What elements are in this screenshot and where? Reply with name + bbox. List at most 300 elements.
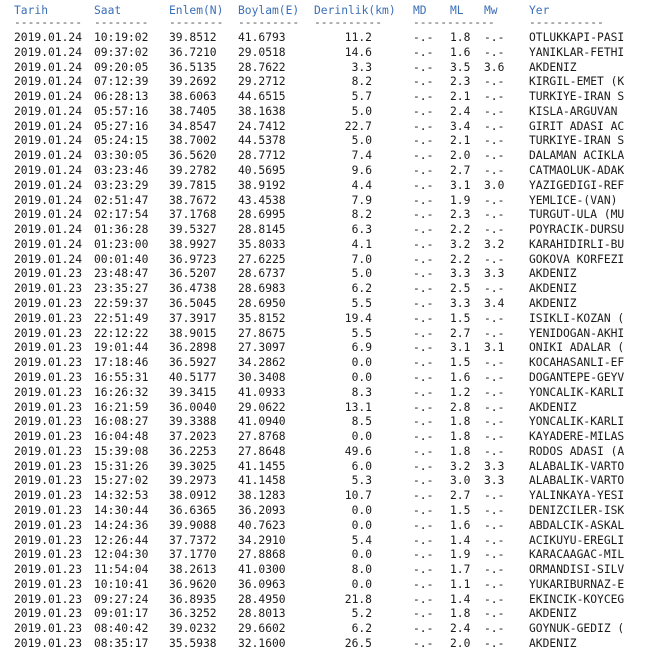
- cell-md: -.-: [413, 592, 434, 606]
- cell-latitude: 35.5938: [169, 636, 217, 650]
- cell-longitude: 35.8033: [238, 237, 286, 251]
- cell-mw: -.-: [484, 622, 505, 636]
- cell-md: -.-: [413, 356, 434, 370]
- cell-time: 16:55:31: [94, 370, 149, 384]
- cell-location: GIRIT ADASI AC: [529, 119, 625, 133]
- cell-mw: -.-: [484, 31, 505, 44]
- cell-location: AKDENIZ: [529, 400, 577, 414]
- cell-date: 2019.01.23: [14, 356, 83, 370]
- cell-longitude: 41.0933: [238, 385, 286, 399]
- cell-mw: -.-: [484, 430, 505, 444]
- cell-md: -.-: [413, 563, 434, 577]
- cell-time: 00:01:40: [94, 252, 149, 266]
- cell-depth: 3.3: [351, 60, 372, 74]
- cell-time: 01:23:00: [94, 237, 149, 251]
- cell-date: 2019.01.24: [14, 90, 83, 104]
- cell-location: ONIKI ADALAR (: [529, 341, 625, 355]
- cell-latitude: 39.2692: [169, 75, 217, 89]
- cell-longitude: 38.9192: [238, 178, 286, 192]
- table-row: [0, 548, 648, 563]
- table-row: [0, 460, 648, 475]
- cell-md: -.-: [413, 474, 434, 488]
- cell-location: ISIKLI-KOZAN (: [529, 311, 625, 325]
- cell-longitude: 40.5695: [238, 164, 286, 178]
- cell-depth: 6.3: [351, 223, 372, 237]
- cell-mw: 3.3: [484, 474, 505, 488]
- cell-time: 22:12:22: [94, 326, 149, 340]
- cell-mw: -.-: [484, 75, 505, 89]
- cell-longitude: 34.2910: [238, 533, 286, 547]
- table-row: [0, 238, 648, 253]
- separator-saat: --------: [94, 16, 149, 29]
- cell-depth: 19.4: [344, 311, 372, 325]
- cell-date: 2019.01.23: [14, 592, 83, 606]
- cell-ml: 1.9: [450, 193, 471, 207]
- cell-time: 22:59:37: [94, 297, 149, 311]
- table-row: [0, 534, 648, 549]
- table-row: [0, 341, 648, 356]
- cell-latitude: 34.8547: [169, 119, 217, 133]
- cell-mw: 3.0: [484, 178, 505, 192]
- cell-ml: 1.8: [450, 444, 471, 458]
- cell-time: 16:26:32: [94, 385, 149, 399]
- table-row: [0, 401, 648, 416]
- cell-depth: 8.3: [351, 385, 372, 399]
- cell-location: DENIZCILER-ISK: [529, 503, 625, 517]
- cell-md: -.-: [413, 415, 434, 429]
- cell-time: 03:30:05: [94, 149, 149, 163]
- cell-mw: -.-: [484, 577, 505, 591]
- cell-md: -.-: [413, 385, 434, 399]
- cell-depth: 0.0: [351, 430, 372, 444]
- cell-longitude: 32.1600: [238, 636, 286, 650]
- cell-md: -.-: [413, 622, 434, 636]
- header-mw: Mw: [484, 4, 498, 17]
- table-row: [0, 282, 648, 297]
- cell-depth: 11.2: [344, 31, 372, 44]
- cell-md: -.-: [413, 60, 434, 74]
- cell-date: 2019.01.24: [14, 178, 83, 192]
- cell-time: 16:04:48: [94, 430, 149, 444]
- cell-location: ALABALIK-VARTO: [529, 474, 625, 488]
- cell-ml: 1.8: [450, 31, 471, 44]
- cell-mw: 3.4: [484, 297, 505, 311]
- cell-longitude: 43.4538: [238, 193, 286, 207]
- cell-date: 2019.01.23: [14, 607, 83, 621]
- cell-mw: -.-: [484, 518, 505, 532]
- cell-location: RODOS ADASI (A: [529, 444, 625, 458]
- cell-mw: -.-: [484, 282, 505, 296]
- cell-longitude: 29.0518: [238, 45, 286, 59]
- cell-location: YONCALIK-KARLI: [529, 415, 625, 429]
- cell-date: 2019.01.24: [14, 134, 83, 148]
- table-row: [0, 120, 648, 135]
- cell-latitude: 36.0040: [169, 400, 217, 414]
- cell-depth: 0.0: [351, 548, 372, 562]
- cell-location: ABDALCIK-ASKAL: [529, 518, 625, 532]
- cell-date: 2019.01.23: [14, 444, 83, 458]
- cell-md: -.-: [413, 489, 434, 503]
- cell-location: EKINCIK-KOYCEG: [529, 592, 625, 606]
- cell-mw: -.-: [484, 385, 505, 399]
- cell-md: -.-: [413, 208, 434, 222]
- cell-ml: 1.5: [450, 503, 471, 517]
- cell-ml: 2.7: [450, 164, 471, 178]
- cell-depth: 0.0: [351, 518, 372, 532]
- cell-date: 2019.01.24: [14, 237, 83, 251]
- cell-depth: 13.1: [344, 400, 372, 414]
- header-derinlik: Derinlik(km): [314, 4, 396, 17]
- cell-ml: 2.1: [450, 134, 471, 148]
- cell-location: KIRGIL-EMET (K: [529, 75, 625, 89]
- cell-mw: -.-: [484, 356, 505, 370]
- cell-latitude: 38.6063: [169, 90, 217, 104]
- cell-ml: 1.8: [450, 430, 471, 444]
- cell-depth: 21.8: [344, 592, 372, 606]
- cell-date: 2019.01.24: [14, 252, 83, 266]
- cell-date: 2019.01.23: [14, 489, 83, 503]
- cell-mw: -.-: [484, 444, 505, 458]
- cell-depth: 5.7: [351, 90, 372, 104]
- cell-depth: 7.9: [351, 193, 372, 207]
- cell-ml: 1.2: [450, 385, 471, 399]
- cell-md: -.-: [413, 119, 434, 133]
- cell-md: -.-: [413, 533, 434, 547]
- cell-date: 2019.01.23: [14, 267, 83, 281]
- cell-latitude: 39.2973: [169, 474, 217, 488]
- cell-location: AKDENIZ: [529, 282, 577, 296]
- cell-depth: 7.0: [351, 252, 372, 266]
- cell-md: -.-: [413, 577, 434, 591]
- cell-longitude: 41.6793: [238, 31, 286, 44]
- cell-time: 09:27:24: [94, 592, 149, 606]
- cell-longitude: 28.7622: [238, 60, 286, 74]
- cell-time: 17:18:46: [94, 356, 149, 370]
- table-row: [0, 105, 648, 120]
- cell-date: 2019.01.23: [14, 341, 83, 355]
- cell-time: 12:04:30: [94, 548, 149, 562]
- cell-time: 15:31:26: [94, 459, 149, 473]
- cell-mw: -.-: [484, 415, 505, 429]
- cell-depth: 8.2: [351, 75, 372, 89]
- cell-latitude: 39.0232: [169, 622, 217, 636]
- cell-latitude: 36.5620: [169, 149, 217, 163]
- cell-depth: 5.5: [351, 297, 372, 311]
- cell-mw: -.-: [484, 149, 505, 163]
- cell-depth: 8.2: [351, 208, 372, 222]
- table-row: [0, 578, 648, 593]
- cell-date: 2019.01.23: [14, 326, 83, 340]
- table-row: [0, 327, 648, 342]
- cell-ml: 1.1: [450, 577, 471, 591]
- cell-longitude: 28.6995: [238, 208, 286, 222]
- cell-mw: -.-: [484, 90, 505, 104]
- header-saat: Saat: [94, 4, 122, 17]
- cell-mw: -.-: [484, 208, 505, 222]
- cell-latitude: 36.2898: [169, 341, 217, 355]
- cell-depth: 10.7: [344, 489, 372, 503]
- cell-md: -.-: [413, 548, 434, 562]
- cell-time: 05:57:16: [94, 104, 149, 118]
- separator-tarih: ----------: [14, 16, 83, 29]
- cell-date: 2019.01.23: [14, 503, 83, 517]
- cell-latitude: 38.7002: [169, 134, 217, 148]
- cell-time: 02:17:54: [94, 208, 149, 222]
- cell-location: GOYNUK-GEDIZ (: [529, 622, 625, 636]
- cell-date: 2019.01.23: [14, 311, 83, 325]
- cell-date: 2019.01.23: [14, 518, 83, 532]
- table-row: [0, 253, 648, 268]
- cell-ml: 2.4: [450, 104, 471, 118]
- table-row: [0, 297, 648, 312]
- cell-latitude: 36.5045: [169, 297, 217, 311]
- cell-latitude: 37.2023: [169, 430, 217, 444]
- cell-location: AKDENIZ: [529, 267, 577, 281]
- cell-time: 10:19:02: [94, 31, 149, 44]
- cell-depth: 6.2: [351, 622, 372, 636]
- cell-ml: 2.1: [450, 90, 471, 104]
- cell-time: 12:26:44: [94, 533, 149, 547]
- cell-ml: 1.8: [450, 415, 471, 429]
- table-row: [0, 312, 648, 327]
- cell-longitude: 44.6515: [238, 90, 286, 104]
- cell-ml: 2.3: [450, 75, 471, 89]
- cell-md: -.-: [413, 267, 434, 281]
- cell-location: KARAHIDIRLI-BU: [529, 237, 625, 251]
- cell-longitude: 28.8013: [238, 607, 286, 621]
- cell-time: 03:23:29: [94, 178, 149, 192]
- cell-latitude: 37.1770: [169, 548, 217, 562]
- cell-depth: 0.0: [351, 370, 372, 384]
- cell-location: YEMLICE-(VAN): [529, 193, 618, 207]
- cell-latitude: 39.9088: [169, 518, 217, 532]
- cell-longitude: 29.6602: [238, 622, 286, 636]
- cell-date: 2019.01.23: [14, 577, 83, 591]
- cell-location: GOKOVA KORFEZI: [529, 252, 625, 266]
- table-row: [0, 519, 648, 534]
- cell-location: AKDENIZ: [529, 60, 577, 74]
- cell-time: 09:37:02: [94, 45, 149, 59]
- table-row: [0, 637, 648, 652]
- cell-depth: 8.0: [351, 563, 372, 577]
- cell-time: 05:24:15: [94, 134, 149, 148]
- cell-latitude: 36.9620: [169, 577, 217, 591]
- cell-location: DALAMAN ACIKLA: [529, 149, 625, 163]
- table-row: [0, 134, 648, 149]
- cell-depth: 14.6: [344, 45, 372, 59]
- cell-location: YENIDOGAN-AKHI: [529, 326, 625, 340]
- cell-ml: 1.6: [450, 45, 471, 59]
- cell-depth: 22.7: [344, 119, 372, 133]
- cell-ml: 1.6: [450, 370, 471, 384]
- cell-location: TURKIYE-IRAN S: [529, 90, 625, 104]
- cell-longitude: 27.8648: [238, 444, 286, 458]
- cell-md: -.-: [413, 237, 434, 251]
- cell-longitude: 41.0300: [238, 563, 286, 577]
- cell-time: 02:51:47: [94, 193, 149, 207]
- cell-mw: 3.3: [484, 459, 505, 473]
- cell-location: OTLUKKAPI-PASI: [529, 31, 625, 44]
- cell-latitude: 36.6365: [169, 503, 217, 517]
- cell-ml: 3.1: [450, 341, 471, 355]
- cell-latitude: 39.3025: [169, 459, 217, 473]
- table-row: [0, 622, 648, 637]
- table-row: [0, 386, 648, 401]
- cell-latitude: 38.9015: [169, 326, 217, 340]
- cell-longitude: 27.8675: [238, 326, 286, 340]
- table-row: [0, 563, 648, 578]
- cell-md: -.-: [413, 400, 434, 414]
- cell-time: 15:39:08: [94, 444, 149, 458]
- cell-date: 2019.01.24: [14, 31, 83, 44]
- cell-latitude: 39.8512: [169, 31, 217, 44]
- cell-latitude: 36.5207: [169, 267, 217, 281]
- cell-longitude: 28.8145: [238, 223, 286, 237]
- cell-latitude: 39.3388: [169, 415, 217, 429]
- cell-longitude: 27.3097: [238, 341, 286, 355]
- cell-date: 2019.01.23: [14, 297, 83, 311]
- header-md: MD: [413, 4, 427, 17]
- cell-ml: 1.8: [450, 607, 471, 621]
- cell-time: 10:10:41: [94, 577, 149, 591]
- table-row: [0, 489, 648, 504]
- cell-date: 2019.01.24: [14, 104, 83, 118]
- cell-location: CATMAOLUK-ADAK: [529, 164, 625, 178]
- cell-ml: 3.2: [450, 237, 471, 251]
- cell-md: -.-: [413, 149, 434, 163]
- cell-mw: -.-: [484, 134, 505, 148]
- cell-md: -.-: [413, 636, 434, 650]
- cell-ml: 2.8: [450, 400, 471, 414]
- cell-longitude: 41.1455: [238, 459, 286, 473]
- cell-time: 09:01:17: [94, 607, 149, 621]
- cell-md: -.-: [413, 223, 434, 237]
- cell-md: -.-: [413, 45, 434, 59]
- cell-md: -.-: [413, 341, 434, 355]
- cell-time: 14:24:36: [94, 518, 149, 532]
- table-row: [0, 164, 648, 179]
- cell-date: 2019.01.23: [14, 415, 83, 429]
- cell-longitude: 44.5378: [238, 134, 286, 148]
- cell-date: 2019.01.23: [14, 430, 83, 444]
- cell-latitude: 38.7672: [169, 193, 217, 207]
- cell-depth: 5.0: [351, 267, 372, 281]
- cell-ml: 2.2: [450, 223, 471, 237]
- cell-date: 2019.01.24: [14, 208, 83, 222]
- cell-latitude: 38.2613: [169, 563, 217, 577]
- cell-md: -.-: [413, 459, 434, 473]
- cell-date: 2019.01.23: [14, 459, 83, 473]
- cell-longitude: 41.1458: [238, 474, 286, 488]
- cell-depth: 0.0: [351, 503, 372, 517]
- separator-magnitudes: ------------: [413, 16, 495, 29]
- cell-time: 05:27:16: [94, 119, 149, 133]
- cell-longitude: 29.2712: [238, 75, 286, 89]
- cell-date: 2019.01.24: [14, 75, 83, 89]
- cell-location: AKDENIZ: [529, 297, 577, 311]
- cell-ml: 2.5: [450, 282, 471, 296]
- cell-latitude: 36.5927: [169, 356, 217, 370]
- cell-location: KAYADERE-MILAS: [529, 430, 625, 444]
- separator-enlem: --------: [169, 16, 224, 29]
- cell-latitude: 37.7372: [169, 533, 217, 547]
- table-row: [0, 356, 648, 371]
- cell-location: AKDENIZ: [529, 607, 577, 621]
- table-row: [0, 46, 648, 61]
- cell-location: ACIKUYU-EREGLI: [529, 533, 625, 547]
- cell-date: 2019.01.23: [14, 636, 83, 650]
- cell-latitude: 37.3917: [169, 311, 217, 325]
- cell-md: -.-: [413, 134, 434, 148]
- cell-ml: 3.4: [450, 119, 471, 133]
- cell-md: -.-: [413, 444, 434, 458]
- cell-ml: 1.6: [450, 518, 471, 532]
- cell-time: 23:35:27: [94, 282, 149, 296]
- cell-latitude: 39.5327: [169, 223, 217, 237]
- cell-depth: 26.5: [344, 636, 372, 650]
- cell-date: 2019.01.23: [14, 548, 83, 562]
- cell-longitude: 28.6983: [238, 282, 286, 296]
- cell-location: YAZIGEDIGI-REF: [529, 178, 625, 192]
- cell-longitude: 28.6737: [238, 267, 286, 281]
- header-yer: Yer: [529, 4, 550, 17]
- cell-time: 23:48:47: [94, 267, 149, 281]
- cell-mw: -.-: [484, 607, 505, 621]
- cell-depth: 9.6: [351, 164, 372, 178]
- cell-time: 03:23:46: [94, 164, 149, 178]
- cell-location: DOGANTEPE-GEYV: [529, 370, 625, 384]
- cell-depth: 0.0: [351, 356, 372, 370]
- cell-ml: 2.3: [450, 208, 471, 222]
- cell-date: 2019.01.23: [14, 622, 83, 636]
- cell-md: -.-: [413, 104, 434, 118]
- cell-mw: -.-: [484, 119, 505, 133]
- cell-ml: 2.0: [450, 149, 471, 163]
- cell-latitude: 39.2782: [169, 164, 217, 178]
- cell-time: 22:51:49: [94, 311, 149, 325]
- cell-date: 2019.01.23: [14, 400, 83, 414]
- cell-depth: 6.0: [351, 459, 372, 473]
- table-row: [0, 607, 648, 622]
- cell-longitude: 35.8152: [238, 311, 286, 325]
- cell-latitude: 38.7405: [169, 104, 217, 118]
- cell-depth: 7.4: [351, 149, 372, 163]
- cell-ml: 1.5: [450, 356, 471, 370]
- cell-ml: 3.3: [450, 297, 471, 311]
- cell-depth: 6.9: [351, 341, 372, 355]
- cell-mw: -.-: [484, 533, 505, 547]
- cell-longitude: 29.0622: [238, 400, 286, 414]
- cell-depth: 5.5: [351, 326, 372, 340]
- cell-mw: -.-: [484, 489, 505, 503]
- cell-date: 2019.01.23: [14, 474, 83, 488]
- cell-location: KISLA-ARGUVAN: [529, 104, 618, 118]
- cell-ml: 2.2: [450, 252, 471, 266]
- cell-ml: 3.1: [450, 178, 471, 192]
- cell-md: -.-: [413, 518, 434, 532]
- header-ml: ML: [450, 4, 464, 17]
- cell-ml: 3.3: [450, 267, 471, 281]
- cell-ml: 1.9: [450, 548, 471, 562]
- cell-mw: -.-: [484, 45, 505, 59]
- cell-time: 08:35:17: [94, 636, 149, 650]
- cell-time: 06:28:13: [94, 90, 149, 104]
- cell-latitude: 40.5177: [169, 370, 217, 384]
- table-row: [0, 504, 648, 519]
- cell-md: -.-: [413, 90, 434, 104]
- separator-row: [0, 16, 648, 31]
- cell-date: 2019.01.23: [14, 533, 83, 547]
